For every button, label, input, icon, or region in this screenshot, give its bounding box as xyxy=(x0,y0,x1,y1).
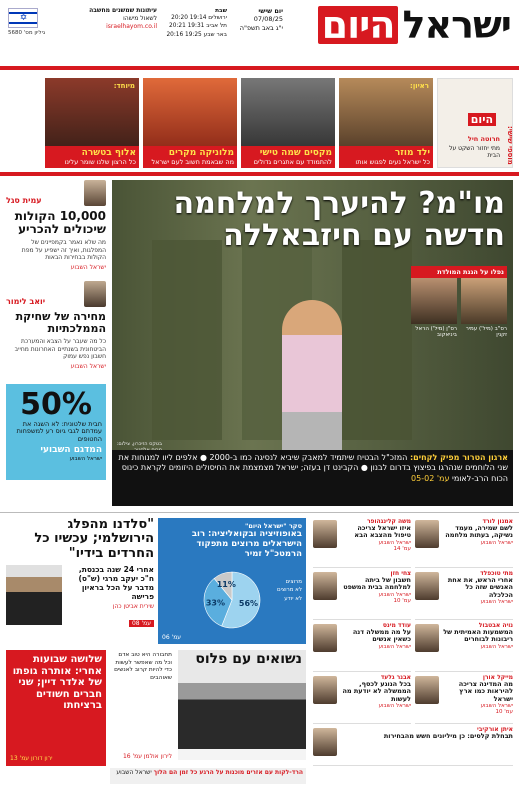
columnist-name: משה קלינגהופר xyxy=(366,518,411,525)
subscribe-block xyxy=(81,8,157,31)
survey-pie-chart xyxy=(192,570,272,630)
fallen-name: רס"ן (מיל') הראל ביניאקוב xyxy=(415,326,457,339)
teaser-card[interactable] xyxy=(241,78,335,168)
columnist-card[interactable] xyxy=(415,570,513,620)
story-text: מה שלא נאמר בקמפיינים של המפלגות, ואיך זה ישפיע על מפת הקולות בבחירות הבאות xyxy=(21,239,106,262)
main-story[interactable] xyxy=(112,180,513,506)
lead-text: המזכ"ל הבטיח שיתמיד למאבק שיביא לנסיגה כמו ב-2000 ● אלפים ליוו למנוחות את שני הלוחמים שנהרגו בפיצוץ בדרום לבנון ● הקבינט דן בעזה; ישראל מצמצמת את החיסולים היזומים לקראת כינוס הכוח הרב-לאומי xyxy=(118,453,508,483)
fallen-photo xyxy=(461,278,507,324)
lead-page: עמ' 05-02 xyxy=(411,473,450,483)
subscribe-line: לשאול מישהו xyxy=(123,14,157,22)
columnist-name: אבנר גלעד xyxy=(380,674,411,681)
author-name[interactable]: יואב לימור xyxy=(6,297,46,307)
lead-kicker: ארגון הטרור מפיק לקחים: xyxy=(409,453,508,462)
main-headline[interactable] xyxy=(120,188,505,251)
columnist-name: אמנון לורד xyxy=(482,518,513,525)
columnist-card[interactable] xyxy=(313,570,411,620)
weddings-page: עמ' 16 xyxy=(122,753,142,760)
shabbat-times xyxy=(159,8,227,39)
interview-sub: אחרי 24 שנה בכנסת, ח"כ יעקב מרגי (ש"ס) מדבר על הכל בראיון פרישה xyxy=(78,564,154,601)
teaser-title: ילד מוזר xyxy=(394,148,430,159)
story-source: ישראל השבוע xyxy=(70,263,106,271)
survey-kicker: סקר "ישראל היום" xyxy=(245,522,302,530)
columnist-card[interactable] xyxy=(415,518,513,568)
survey-box[interactable] xyxy=(158,518,306,644)
story-title[interactable]: מחירה של שחיקת הממלכתיות xyxy=(15,309,106,335)
columnist-avatar xyxy=(313,728,337,756)
fallen-name: רס"ב (מיל') עמיר זקנין xyxy=(465,326,507,339)
pie-label: 33% xyxy=(205,598,225,608)
site-link[interactable]: israelhayom.co.il xyxy=(106,22,157,30)
fallen-photo xyxy=(411,278,457,324)
columnist-name: צחי חזן xyxy=(390,570,411,577)
columnist-title: לשם שמירה, מעמד נשיקה, בעתות מלחמה xyxy=(445,524,513,540)
headline-line-1: מו"מ? להיערך למלחמה xyxy=(173,186,505,221)
columnist-avatar xyxy=(415,572,439,600)
columnist-title: המשמעות האמיתית של ריבונות לבוחרים xyxy=(443,628,513,644)
columnist-source: ישראל השבוע xyxy=(378,703,411,710)
columnist-card[interactable] xyxy=(313,726,513,766)
interview-photo xyxy=(6,565,62,625)
time-value: 20:20 xyxy=(171,15,188,22)
legend-item: לא יודע xyxy=(284,595,302,602)
story-source: ישראל השבוע xyxy=(70,362,106,370)
pie-label: 56% xyxy=(238,599,259,609)
date-block xyxy=(229,8,283,33)
columnist-title: על מה ממשלה דנה כשאין אנשים xyxy=(352,628,411,644)
shabbat-label: שבת xyxy=(215,8,227,14)
poll-source: ישראל השבוע xyxy=(69,455,102,462)
legend-item: לא מרוצים xyxy=(276,587,302,594)
issue-number: גיליון מס' 5680 xyxy=(8,30,46,36)
columnist-source: ישראל השבוע xyxy=(378,643,411,650)
crime-title: שלושה שבועות אחרי: אותרה גופתו של אלדר דיין; שני חברים חשודים ברציחתו xyxy=(12,654,102,711)
supplement-logo: היום xyxy=(468,113,496,126)
columnist-name: נויה אבטבול xyxy=(478,622,513,629)
columnist-avatar xyxy=(415,520,439,548)
weddings-text: תחבורה היא טוב אדם וכל מה שאפשר לעשות כדי להיות קרוב לאנשים שאוהבים xyxy=(114,652,172,681)
columnist-name: מייקל אורן xyxy=(482,674,513,681)
poll-box[interactable] xyxy=(6,384,106,480)
time-value: 20:16 xyxy=(166,31,184,38)
footer-text: הרד-לקות עם אזרים מוכנות על הרגע כל זמן הם הלוך xyxy=(153,769,303,776)
weddings-author: לירון אולמן xyxy=(143,753,172,760)
city-label: באר שבע xyxy=(203,31,227,38)
columnist-source: ישראל השבוע xyxy=(480,643,513,650)
teaser-text: כל הרצון שלנו שומר עלינו xyxy=(64,157,136,166)
weddings-story[interactable] xyxy=(110,650,306,766)
girl-figure xyxy=(282,300,342,460)
subscribe-line: עיתונות שמשנים מחשבה xyxy=(89,7,157,14)
interview-author: שירית אביטן כהן xyxy=(112,602,154,610)
columnist-title: איזו ישראל צריכה טיפול מהצבא הבא xyxy=(354,524,411,540)
survey-legend xyxy=(277,578,302,603)
columnist-source: ישראל השבוע xyxy=(480,599,513,606)
columnist-avatar xyxy=(313,624,337,652)
supplement-label: חרוטה חיל xyxy=(467,135,500,143)
teaser-card[interactable] xyxy=(339,78,433,168)
columnist-avatar xyxy=(313,520,337,548)
logo[interactable] xyxy=(318,3,511,47)
teaser-text: מה שבאמת חשוב לעם ישראל xyxy=(151,157,234,166)
teaser-card[interactable] xyxy=(45,78,139,168)
weddings-photo xyxy=(178,650,306,760)
survey-page: עמ' 06 xyxy=(162,634,182,641)
columnist-source: ישראל השבוע xyxy=(378,539,411,546)
teaser-title: מלוניקה מקרים xyxy=(168,148,234,159)
columnist-card[interactable] xyxy=(313,622,411,672)
columnist-source: ישראל השבוע xyxy=(480,539,513,546)
author-avatar xyxy=(84,180,106,206)
columnist-avatar xyxy=(313,572,337,600)
interview-story[interactable] xyxy=(6,518,154,644)
teaser-tag: ראיון: xyxy=(410,82,429,90)
date-gregorian: 07/08/25 xyxy=(253,15,283,24)
columnist-page: עמ' 10 xyxy=(495,709,513,716)
teaser-tag: מיוחד: xyxy=(113,82,135,90)
columnist-avatar xyxy=(415,676,439,704)
story-text: כל מה שעבר על הצבא והמערכת הביטחונית בשנתיים האחרונות מחייב חשבון נפש עמוק xyxy=(14,338,106,361)
columnist-avatar xyxy=(415,624,439,652)
poll-percent: 50% xyxy=(20,386,92,422)
survey-title: באופוזיציה ובקואליציה: רוב הישראלים מרוצים מתפקוד הרמטכ"ל זמיר xyxy=(191,529,302,559)
supplement-text: מתי יחזור השקט על הבית xyxy=(449,145,500,160)
interview-quote: "סלדנו מהפלג הירושלמי; עכשיו כל החרדים בידיו" xyxy=(34,517,154,561)
columnist-name: איתן אורקיבי xyxy=(476,726,513,733)
columnist-title: בכל הנוגע לכסף, הממשלה לא יודעת מה לעשות xyxy=(342,680,411,703)
teaser-card[interactable] xyxy=(143,78,237,168)
left-column xyxy=(6,180,106,508)
teaser-text: כל ישראל נעים לפגוש אותו xyxy=(355,157,430,166)
masthead xyxy=(0,0,519,74)
time-value: 19:25 xyxy=(185,31,202,38)
columnist-card[interactable] xyxy=(313,674,411,724)
columnist-title: אחרי הראש, את אחת האנשים שזה כל הכלכלה xyxy=(447,576,513,599)
fallen-label: נפלו על הגנת המולדת xyxy=(411,266,507,278)
columnist-card[interactable] xyxy=(313,518,411,568)
main-lead xyxy=(112,450,513,506)
weekend-supplement[interactable] xyxy=(437,78,513,168)
city-label: תל אביב xyxy=(206,23,227,30)
teaser-title: אלוף בטשרה xyxy=(81,148,136,159)
interview-page: עמ' 08 xyxy=(129,620,154,627)
pie-label: 11% xyxy=(216,580,236,590)
crime-author: ירון דורון xyxy=(30,755,53,762)
columnists-grid xyxy=(313,518,513,780)
weddings-title: נשואים עם פלוס xyxy=(195,651,302,667)
photo-credit: בטקס הזיכרון, צילום: xyxy=(116,441,162,447)
columnist-name: מתי טוכפלד xyxy=(480,570,513,577)
crime-page: עמ' 13 xyxy=(10,755,30,762)
columnist-page: עמ' 14 xyxy=(393,545,411,552)
day-name: יום שישי xyxy=(258,7,283,15)
footer-source: ישראל השבוע xyxy=(116,769,152,776)
footer-strip[interactable] xyxy=(110,768,306,784)
columnist-title: תבחלת קלסים: כן מיליונים חשש מהבחירות xyxy=(383,732,513,740)
columnist-name: עודד מינס xyxy=(382,622,411,629)
columnist-card[interactable] xyxy=(415,622,513,672)
city-label: ירושלים xyxy=(208,15,227,22)
columnist-page: עמ' 10 xyxy=(393,597,411,604)
israel-flag-icon: ✡ xyxy=(8,8,38,28)
supplement-title: מוספי שישי: xyxy=(506,126,514,165)
date-hebrew: י"ג באב תשפ"ה xyxy=(239,23,283,32)
author-name[interactable]: עמית סגל xyxy=(6,196,42,206)
columnist-title: חשבון של ביתה למלחמה בבית המשפט xyxy=(343,576,411,592)
crime-story[interactable] xyxy=(6,650,106,766)
poll-label: המדגם השבועי xyxy=(40,444,102,455)
section-divider xyxy=(0,172,519,176)
story-title[interactable]: 10,000 הקולות שיכולים להכריע xyxy=(14,209,106,237)
author-avatar xyxy=(84,281,106,307)
logo-text-red: היום xyxy=(318,6,399,44)
columnist-avatar xyxy=(313,676,337,704)
columnist-title: מה המדינה צריכה להיראות כמו ארץ ישראל xyxy=(458,680,513,703)
columnist-card[interactable] xyxy=(415,674,513,724)
time-value: 20:21 xyxy=(169,23,186,30)
headline-line-2: חדשה עם חיזבאללה xyxy=(223,217,505,253)
columnist-source: ישראל השבוע xyxy=(480,703,513,710)
time-value: 19:14 xyxy=(189,15,207,22)
teaser-title: מקסים שמה טישי xyxy=(259,148,332,159)
bottom-divider xyxy=(0,512,519,513)
poll-text: חבית שלטונית: לא השגה את עמדתם לגבי גיוס רע למשפחות החטופים xyxy=(16,419,102,444)
time-value: 19:31 xyxy=(187,23,205,30)
teaser-text: להתמודד עם אתגרים גדולים xyxy=(253,157,332,166)
top-red-bar xyxy=(0,66,519,70)
columnist-source: ישראל השבוע xyxy=(378,591,411,598)
legend-item: מרוצים xyxy=(285,579,302,585)
logo-text-black: ישראל xyxy=(402,3,511,47)
